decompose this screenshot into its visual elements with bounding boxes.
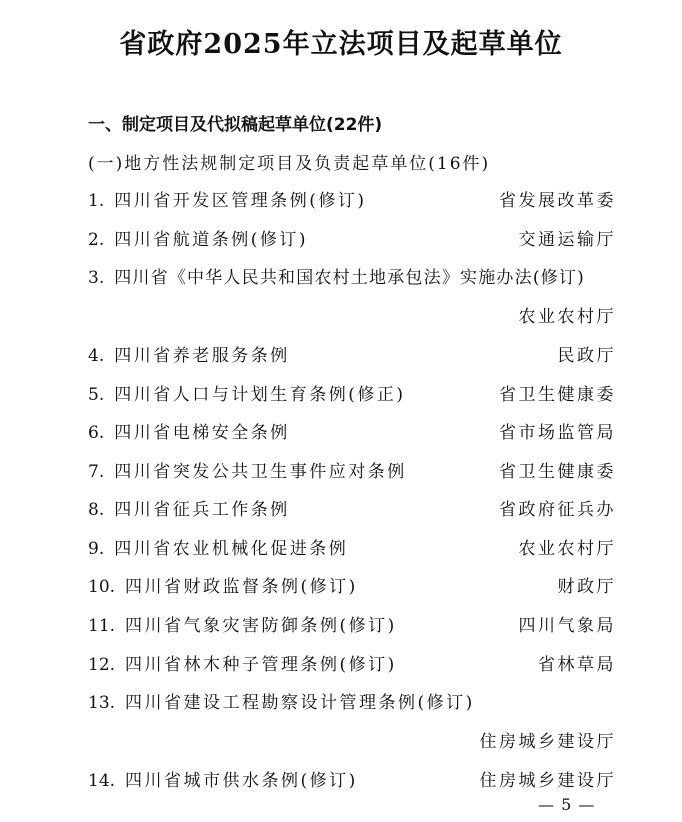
item-number: 12.: [88, 655, 116, 675]
item-number: 3.: [88, 268, 105, 288]
list-item: [88, 225, 616, 249]
list-item: [88, 186, 616, 210]
item-number: 4.: [88, 346, 105, 366]
item-unit: 省卫生健康委: [499, 462, 616, 482]
section-heading: 一、制定项目及代拟稿起草单位(22件): [88, 115, 383, 135]
item-unit: 农业农村厅: [518, 307, 616, 327]
page-title: 省政府2025年立法项目及起草单位: [119, 29, 563, 60]
page-number: — 5 —: [538, 795, 596, 814]
list-item: [88, 380, 616, 404]
list-item: [88, 766, 616, 790]
list-item: [88, 534, 616, 558]
item-unit: 省林草局: [538, 655, 616, 675]
item-name: 四川省《中华人民共和国农村土地承包法》实施办法(修订): [114, 268, 585, 288]
list-item: [88, 263, 616, 287]
list-item: [88, 572, 616, 596]
item-number: 5.: [88, 385, 105, 405]
item-unit: 住房城乡建设厅: [479, 732, 616, 752]
item-number: 2.: [88, 230, 105, 250]
list-item: [88, 341, 616, 365]
item-unit: 省政府征兵办: [499, 500, 616, 520]
item-unit: 省市场监管局: [499, 423, 616, 443]
item-name: 四川省农业机械化促进条例: [114, 539, 349, 559]
item-unit: 财政厅: [557, 577, 616, 597]
item-number: 6.: [88, 423, 105, 443]
list-item: [88, 650, 616, 674]
item-unit: 交通运输厅: [518, 230, 616, 250]
item-unit: 省卫生健康委: [499, 385, 616, 405]
list-item: [88, 688, 616, 712]
sub-heading: (一)地方性法规制定项目及负责起草单位(16件): [88, 154, 491, 174]
item-unit: 民政厅: [557, 346, 616, 366]
item-name: 四川省林木种子管理条例(修订): [125, 655, 397, 675]
item-name: 四川省建设工程勘察设计管理条例(修订): [125, 693, 475, 713]
list-item: [88, 495, 616, 519]
list-item: [88, 418, 616, 442]
item-number: 1.: [88, 191, 105, 211]
item-name: 四川省城市供水条例(修订): [125, 771, 358, 791]
item-name: 四川省航道条例(修订): [114, 230, 308, 250]
item-unit: 省发展改革委: [499, 191, 616, 211]
item-unit: 四川气象局: [518, 616, 616, 636]
item-name: 四川省突发公共卫生事件应对条例: [114, 462, 407, 482]
item-number: 10.: [88, 577, 116, 597]
item-name: 四川省开发区管理条例(修订): [114, 191, 367, 211]
item-number: 8.: [88, 500, 105, 520]
item-number: 13.: [88, 693, 116, 713]
list-item: [88, 457, 616, 481]
list-item-continuation: [88, 302, 616, 326]
list-item: [88, 611, 616, 635]
item-name: 四川省电梯安全条例: [114, 423, 290, 443]
item-name: 四川省财政监督条例(修订): [125, 577, 358, 597]
item-number: 14.: [88, 771, 116, 791]
item-unit: 住房城乡建设厅: [479, 771, 616, 791]
item-number: 7.: [88, 462, 105, 482]
item-name: 四川省人口与计划生育条例(修正): [114, 385, 406, 405]
item-name: 四川省征兵工作条例: [114, 500, 290, 520]
item-name: 四川省养老服务条例: [114, 346, 290, 366]
item-number: 11.: [88, 616, 116, 636]
item-name: 四川省气象灾害防御条例(修订): [125, 616, 397, 636]
list-item-continuation: [88, 727, 616, 751]
item-number: 9.: [88, 539, 105, 559]
item-unit: 农业农村厅: [518, 539, 616, 559]
